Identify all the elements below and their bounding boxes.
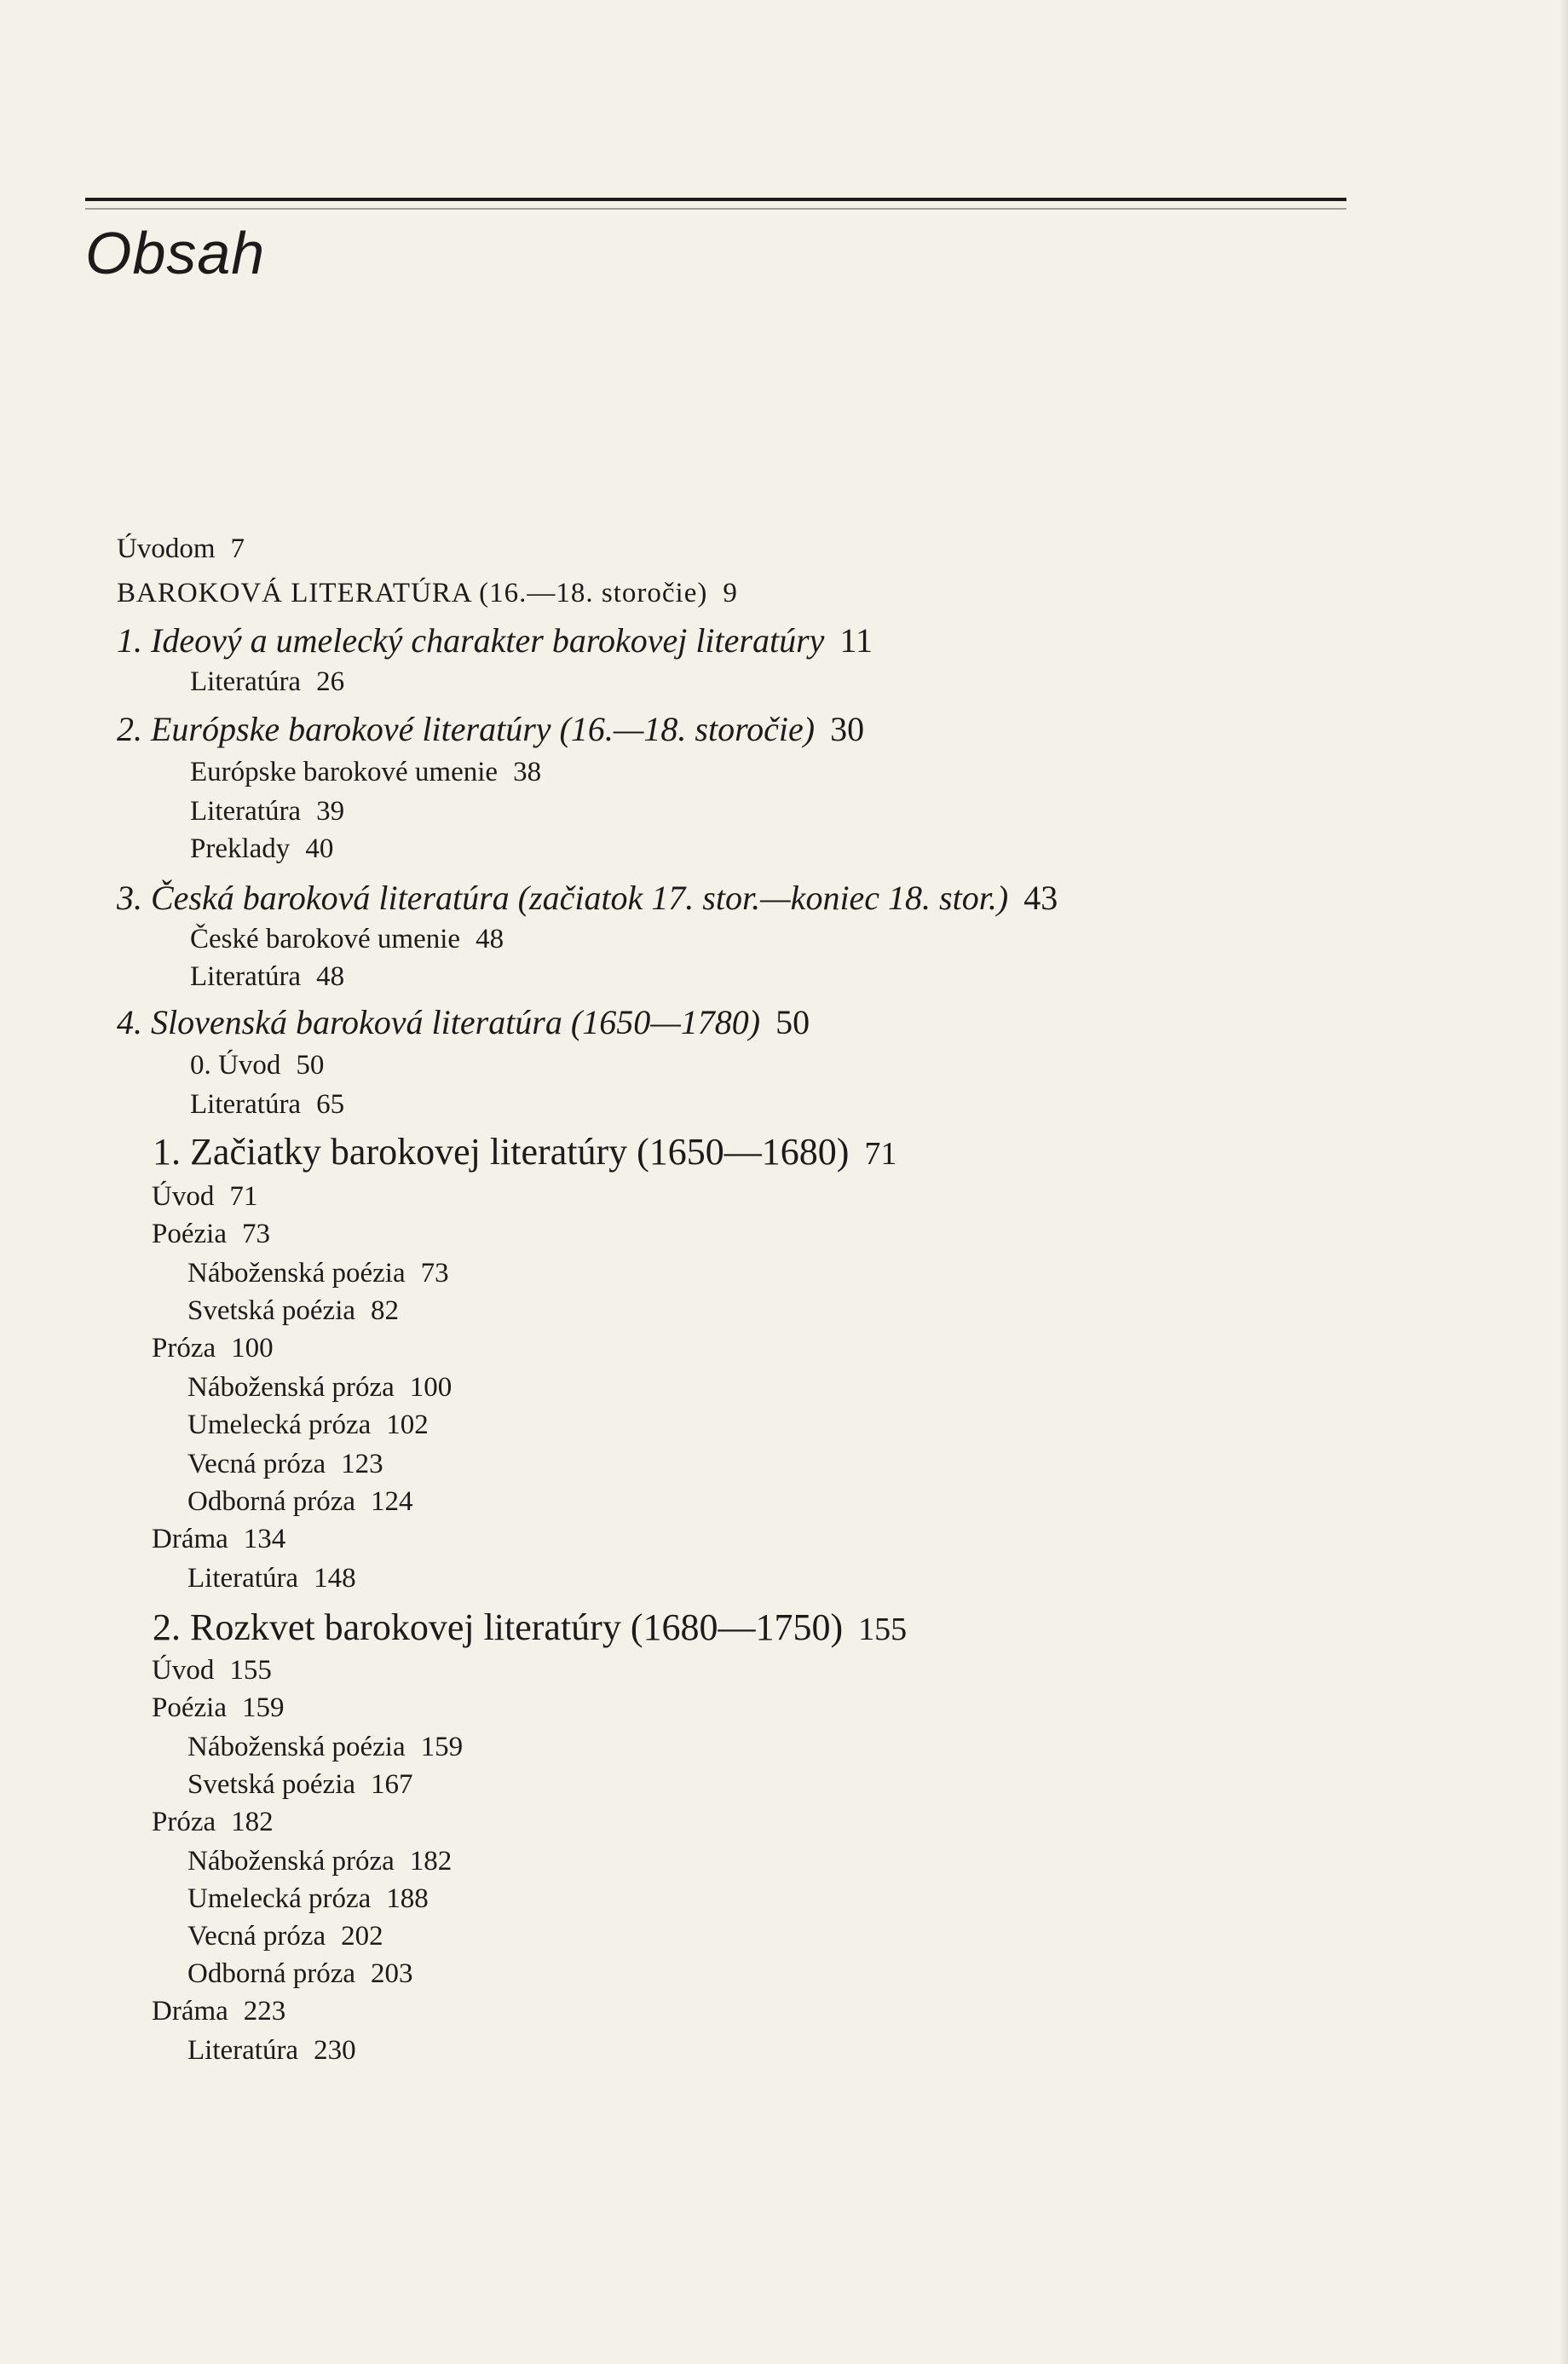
toc-entry-title: Svetská poézia [187,1295,356,1326]
toc-entry [152,1525,285,1554]
toc-entry-title: Literatúra [187,2035,299,2066]
toc-entry [187,1488,413,1516]
toc-entry-title: 2. Európske barokové literatúry (16.—18. storočie) [117,710,816,748]
toc-entry-title: Literatúra [187,1563,299,1594]
toc-entry-page: 102 [386,1410,429,1440]
toc-entry-title: Poézia [152,1692,227,1723]
toc-entry-page: 7 [230,533,245,564]
toc-entry-title: Náboženská poézia [187,1732,406,1762]
toc-entry [117,579,738,608]
toc-entry-page: 40 [305,833,334,864]
toc-entry-page: 100 [409,1372,453,1403]
toc-entry-title: Literatúra [190,796,302,827]
toc-entry-title: Literatúra [190,961,302,992]
toc-entry [152,1998,285,2026]
toc-entry-page: 73 [420,1258,449,1289]
toc-entry-page: 39 [316,796,345,827]
toc-entry [187,1923,383,1951]
toc-entry-title: Próza [152,1807,216,1837]
toc-entry-title: Vecná próza [187,1921,326,1952]
toc-entry-page: 159 [241,1692,285,1723]
toc-entry-title: Náboženská próza [187,1846,395,1877]
toc-entry-page: 155 [229,1655,272,1686]
toc-entry [117,881,1058,915]
toc-entry-page: 38 [513,757,542,787]
toc-entry-title: Dráma [152,1524,228,1554]
toc-entry [187,1733,463,1761]
toc-entry-page: 82 [371,1295,400,1326]
toc-entry-page: 9 [723,578,738,608]
toc-entry [187,1450,383,1479]
toc-entry-page: 223 [243,1996,286,2027]
toc-entry-page: 73 [241,1219,270,1249]
toc-entry-page: 202 [341,1921,383,1952]
toc-entry-title: Preklady [190,833,291,864]
toc-entry [187,1771,413,1799]
toc-entry [187,1374,452,1402]
toc-entry [117,621,873,660]
toc-entry-page: 188 [386,1883,429,1914]
toc-entry [117,1003,810,1041]
toc-entry [190,835,333,863]
toc-entry-title: Vecná próza [187,1449,326,1479]
toc-entry-title: 3. Česká baroková literatúra (začiatok 17. stor.—koniec 18. stor.) [117,879,1009,917]
toc-entry-page: 11 [839,621,873,660]
toc-entry [187,1960,413,1988]
toc-entry-page: 48 [316,961,345,992]
toc-entry [117,712,864,747]
toc-entry-title: 1. Začiatky barokovej literatúry (1650—1680) [153,1131,850,1173]
toc-entry [190,963,344,991]
toc-entry-title: Umelecká próza [187,1883,372,1914]
toc-entry [187,1297,399,1325]
toc-entry [187,2037,356,2065]
toc-entry-title: Odborná próza [187,1958,356,1989]
toc-entry [153,1133,896,1171]
toc-entry-page: 100 [231,1333,274,1364]
toc-entry-title: Úvod [152,1181,215,1212]
toc-entry [190,1091,344,1119]
toc-entry-page: 123 [341,1449,383,1479]
toc-entry-page: 43 [1023,879,1058,917]
toc-entry [187,1848,452,1876]
toc-entry [190,925,504,954]
toc-entry-title: 1. Ideový a umelecký charakter barokovej literatúry [117,621,825,660]
toc-entry-page: 182 [409,1846,453,1877]
toc-entry [153,1606,908,1648]
toc-entry-page: 26 [316,666,345,697]
toc-entry-title: Odborná próza [187,1486,356,1517]
toc-entry-page: 203 [371,1958,413,1989]
toc-entry [190,1052,324,1080]
toc-entry-page: 71 [864,1136,897,1172]
toc-entry-title: Próza [152,1333,216,1364]
toc-entry-page: 134 [243,1524,286,1554]
toc-entry [152,1183,257,1211]
toc-entry [117,535,245,563]
toc-entry-title: Dráma [152,1996,228,2027]
toc-entry-page: 230 [314,2035,356,2066]
toc-entry-page: 48 [476,924,504,954]
toc-entry-title: Náboženská próza [187,1372,395,1403]
toc-entry-title: 0. Úvod [190,1050,281,1081]
toc-entry-page: 71 [229,1181,258,1212]
toc-entry-title: Úvodom [117,533,216,564]
toc-entry-title: 2. Rozkvet barokovej literatúry (1680—1750) [153,1606,844,1648]
toc-entry-page: 167 [371,1769,413,1800]
toc-entry [190,668,344,696]
toc-entry [190,798,344,826]
toc-entry-title: 4. Slovenská baroková literatúra (1650—1780) [117,1003,761,1041]
toc-entry [152,1220,270,1248]
toc-entry-title: Literatúra [190,1089,302,1120]
toc-entry-page: 148 [314,1563,356,1594]
toc-entry [187,1565,356,1593]
toc-entry-page: 50 [296,1050,325,1081]
toc-entry [187,1260,449,1288]
toc-entry-title: Náboženská poézia [187,1258,406,1289]
toc-entry [190,758,541,787]
toc-entry-title: BAROKOVÁ LITERATÚRA (16.—18. storočie) [117,578,708,608]
toc-entry-title: Literatúra [190,666,302,697]
toc-entry [187,1411,429,1439]
toc-entry-page: 155 [858,1612,908,1647]
toc-entry-title: Poézia [152,1219,227,1249]
toc-entry [187,1885,429,1913]
toc-entry-title: Svetská poézia [187,1769,356,1800]
toc-entry-page: 50 [775,1003,810,1041]
toc-entry [152,1808,274,1836]
toc-entry-page: 30 [830,710,865,748]
toc-entry-title: České barokové umenie [190,924,461,954]
toc-entry [152,1335,274,1363]
page-title: Obsah [85,220,266,286]
toc-entry-title: Európske barokové umenie [190,757,499,787]
toc-entry [152,1694,284,1722]
toc-entry-title: Umelecká próza [187,1410,372,1440]
toc-entry-page: 182 [231,1807,274,1837]
toc-entry-title: Úvod [152,1655,215,1686]
toc-entry [152,1657,272,1685]
toc-entry-page: 124 [371,1486,413,1517]
toc-entry-page: 65 [316,1089,345,1120]
toc-entry-page: 159 [420,1732,464,1762]
